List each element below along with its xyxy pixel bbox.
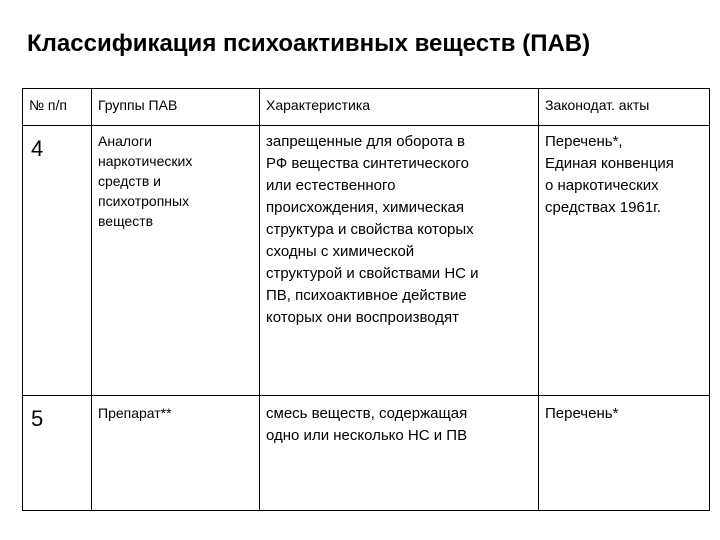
characteristic-line: смесь веществ, содержащая (266, 405, 468, 422)
table-row (23, 396, 710, 511)
characteristic-line: или естественного (266, 177, 396, 194)
characteristic-cell (260, 126, 539, 396)
characteristic-line: структурой и свойствами НС и (266, 265, 479, 282)
classification-table (22, 88, 710, 511)
acts-cell (539, 126, 710, 396)
characteristic-line: запрещенные для оборота в (266, 133, 466, 150)
acts-line: Единая конвенция (545, 155, 674, 172)
characteristic-line: которых они воспроизводят (266, 309, 460, 326)
group-line: средств и (98, 173, 161, 189)
characteristic-line: структура и свойства которых (266, 221, 474, 238)
acts-cell (539, 396, 710, 511)
group-line: Аналоги (98, 133, 152, 149)
page-title: Классификация психоактивных веществ (ПАВ) (27, 30, 591, 57)
header-characteristic: Характеристика (260, 89, 539, 126)
header-group: Группы ПАВ (92, 89, 260, 126)
group-cell (92, 396, 260, 511)
characteristic-line: одно или несколько НС и ПВ (266, 427, 468, 444)
characteristic-line: РФ вещества синтетического (266, 155, 469, 172)
characteristic-line: сходны с химической (266, 243, 415, 260)
row-number: 4 (23, 126, 92, 396)
characteristic-line: ПВ, психоактивное действие (266, 287, 467, 304)
group-line: Препарат** (98, 405, 172, 421)
group-line: наркотических (98, 153, 193, 169)
table-header-row (23, 89, 710, 126)
group-line: веществ (98, 213, 154, 229)
characteristic-line: происхождения, химическая (266, 199, 465, 216)
characteristic-cell (260, 396, 539, 511)
header-number: № п/п (23, 89, 92, 126)
acts-line: Перечень* (545, 405, 619, 422)
acts-line: средствах 1961г. (545, 199, 661, 216)
header-acts: Законодат. акты (539, 89, 710, 126)
table-row (23, 126, 710, 396)
acts-line: Перечень*, (545, 133, 623, 150)
row-number: 5 (23, 396, 92, 511)
acts-line: о наркотических (545, 177, 659, 194)
group-cell (92, 126, 260, 396)
group-line: психотропных (98, 193, 190, 209)
